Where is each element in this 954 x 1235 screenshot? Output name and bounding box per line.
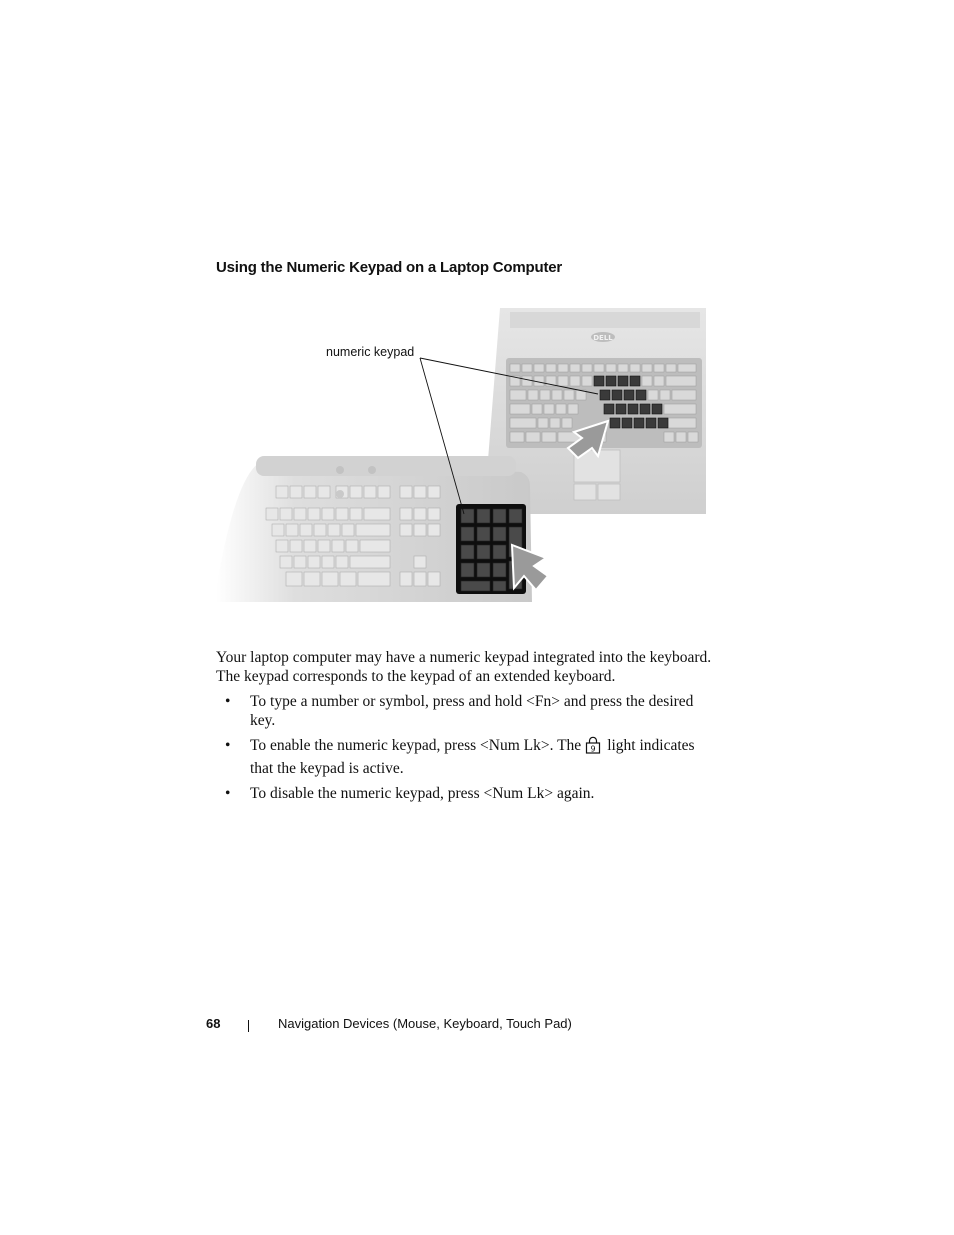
section-heading: Using the Numeric Keypad on a Laptop Computer bbox=[216, 259, 563, 276]
keyboard-figure bbox=[216, 300, 716, 610]
bullet: • bbox=[225, 737, 231, 754]
external-keyboard-drawing bbox=[216, 456, 548, 602]
bullet-text: To type a number or symbol, press and hold <Fn> and press the desired key. bbox=[250, 693, 694, 729]
footer-separator bbox=[248, 1020, 249, 1032]
keyboard-illustration bbox=[216, 300, 716, 610]
lock-icon-digit: 9 bbox=[590, 744, 596, 754]
bullet: • bbox=[225, 785, 231, 802]
num-lock-icon bbox=[585, 736, 601, 759]
numeric-keypad-callout: numeric keypad bbox=[326, 345, 415, 359]
instruction-list bbox=[216, 692, 716, 809]
bullet-text: To enable the numeric keypad, press <Num Lk>. The bbox=[250, 737, 582, 754]
intro-paragraph: Your laptop computer may have a numeric keypad integrated into the keyboard. The keypad corresponds to the keypad of an extended keyboard. bbox=[216, 649, 712, 685]
page-footer bbox=[0, 1016, 954, 1036]
bullet: • bbox=[225, 693, 231, 710]
list-item bbox=[216, 692, 716, 730]
chapter-title: Navigation Devices (Mouse, Keyboard, Touch Pad) bbox=[278, 1016, 572, 1031]
list-item bbox=[216, 784, 716, 803]
bullet-text: To disable the numeric keypad, press <Num Lk> again. bbox=[250, 785, 595, 802]
laptop-logo: DELL bbox=[593, 334, 613, 342]
list-item bbox=[216, 736, 716, 778]
page-number: 68 bbox=[206, 1016, 221, 1031]
bullet-text-continued: light indicates that the keypad is active. bbox=[250, 737, 695, 777]
